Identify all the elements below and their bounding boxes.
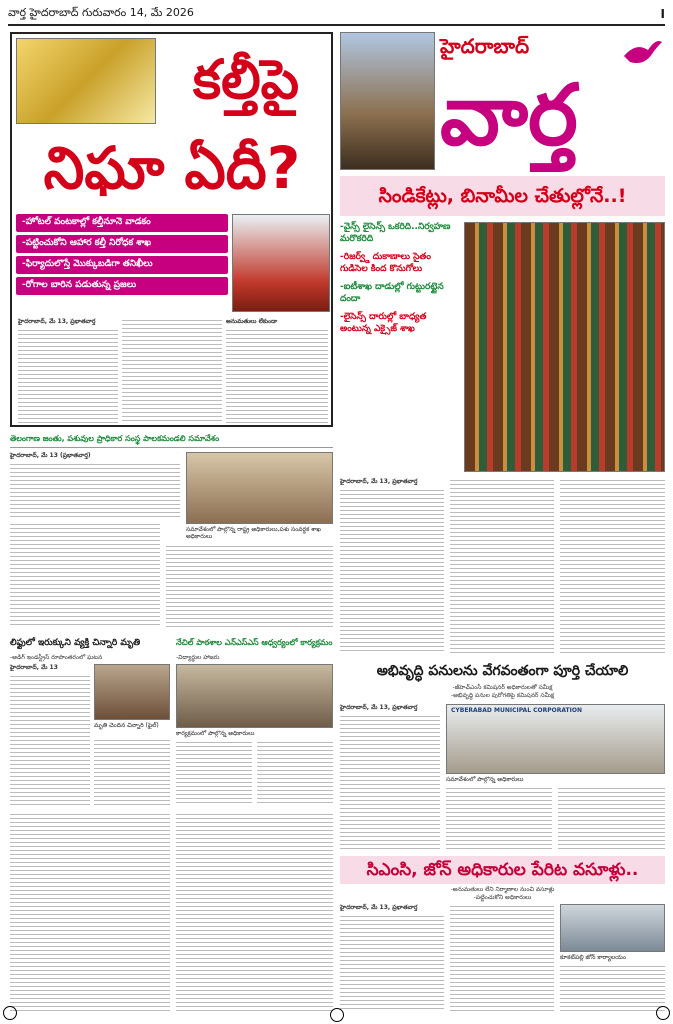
jantu-dateline: హైదరాబాద్, మే 13 (ప్రభాతవార్త) (10, 452, 91, 459)
development-story (340, 660, 665, 850)
lift-body-col2 (94, 738, 170, 806)
development-subhead1: -జీహెచ్ఎంసీ కమిషనర్ అధికారులతో సమీక్ష (452, 684, 553, 691)
masthead (340, 32, 665, 170)
lead-bullets (16, 214, 228, 312)
development-subhead2: -అభివృద్ధి పనుల పురోగతిపై కమిషనర్ సమీక్ష (450, 692, 555, 699)
development-body-col3 (558, 786, 665, 850)
development-photo (446, 704, 665, 774)
ngt-photo (176, 664, 333, 728)
lead-headline-line1: కల్తీపై (192, 48, 300, 111)
jantu-body-col1 (10, 522, 160, 628)
lift-story (10, 638, 170, 806)
jantu-body-col2 (166, 544, 333, 628)
dove-icon (622, 36, 664, 68)
charminar-photo (340, 32, 435, 170)
lead-bullet: -రోగాల బారిన పడుతున్న ప్రజలు (16, 277, 228, 295)
lead-subhead: అనుమతులు లేకుండా (226, 318, 278, 325)
jantu-photo-caption: సమావేశంలో పాల్గొన్న రాష్ట్ర అధికారులు,పశు సంవర్ధక శాఖ అధికారులు (186, 526, 321, 540)
development-body-col2 (446, 786, 552, 850)
ngt-photo-caption: కార్యక్రమంలో పాల్గొన్న అధికారులు (176, 730, 255, 737)
syndicate-body-col1 (340, 488, 444, 654)
lead-body-col1 (18, 328, 118, 424)
ngt-headline: నేచిల్ పాఠశాల ఎన్ఎస్ఎస్‌ ఆధ్వర్యంలో కార్యక్రమం (176, 638, 333, 647)
syndicate-headline: సిండికేట్లు, బినామీల చేతుల్లోనే..! (340, 176, 665, 216)
masthead-title: వార్త (440, 66, 578, 164)
jantu-story (10, 434, 333, 630)
page-marker: I (660, 7, 665, 21)
lift-photo (94, 664, 170, 720)
lift-headline: లిఫ్టులో ఇరుక్కుని వ్యక్తి చిన్నారి మృతి (10, 638, 141, 648)
zone-subhead2: -పట్టించుకోని అధికారులు (473, 894, 532, 901)
zone-story (340, 856, 665, 1012)
syndicate-bullet: -రిజర్వ్డ్ దుకాణాలు సైతం గుడిసెల కింద కొనుగోలు (340, 252, 431, 274)
lead-headline-line2: నిఘా ఏదీ? (43, 134, 301, 202)
lead-bullet: -పట్టించుకోని ఆహార కల్తీ నిరోధక శాఖ (16, 235, 228, 253)
lead-body-col3 (226, 328, 328, 424)
development-photo-caption: సమావేశంలో పాల్గొన్న అధికారులు (446, 776, 524, 783)
lift-subhead: -అడిగ్ ఇండస్ట్రీస్ రూపాంతరంలో ఘటన (10, 654, 103, 661)
crop-mark (656, 1006, 670, 1020)
oil-bottles-photo (16, 38, 156, 124)
syndicate-bullets (340, 222, 460, 472)
development-dateline: హైదరాబాద్, మే 13, ప్రభాతవార్త (340, 704, 418, 711)
ngt-story (176, 638, 333, 806)
zone-body-col2 (450, 904, 554, 1012)
page-header (8, 4, 665, 26)
syndicate-bullet: -ఐటీశాఖ దాడుల్లో గుట్టురట్టైన దందా (340, 282, 444, 304)
development-body-col1 (340, 714, 440, 850)
ngt-subhead: -విద్యార్థుల హాజరు (176, 654, 220, 661)
lead-body-col2 (122, 318, 222, 424)
syndicate-body-col2 (450, 478, 554, 654)
zone-subhead1: -అనుమతులు లేని నిర్మాణాల నుంచి వసూళ్లు (450, 886, 555, 893)
jantu-headline: తెలంగాణ జంతు, పశువుల ప్రాధికార సంస్థ పాలకమండలి సమావేశం (10, 434, 333, 448)
crop-mark (3, 1006, 17, 1020)
syndicate-dateline: హైదరాబాద్, మే 13, ప్రభాతవార్త (340, 478, 418, 485)
bottom-left-body-col2 (176, 812, 333, 1012)
lift-dateline: హైదరాబాద్, మే 13 (10, 664, 58, 671)
lead-story (10, 32, 333, 427)
masthead-city: హైదరాబాద్ (440, 34, 530, 58)
food-inspection-illustration (232, 214, 330, 312)
zone-headline: సిఎంసి, జోన్ అధికారుల పేరిట వసూళ్లు.. (340, 856, 665, 884)
zone-body-col3 (560, 964, 665, 1012)
zone-dateline: హైదరాబాద్, మే 13, ప్రభాతవార్త (340, 904, 418, 911)
lead-dateline: హైదరాబాద్, మే 13, ప్రభాతవార్త (18, 318, 96, 325)
bottom-left-body-col1 (10, 812, 170, 1012)
liquor-shop-photo (464, 222, 665, 472)
lead-bullet: -ఫిర్యాదులొస్తే మొక్కుబడిగా తనిఖీలు (16, 256, 228, 274)
lift-body (10, 674, 90, 806)
lift-photo-caption: మృతి చెందిన చిన్నారి (ఫైల్) (94, 722, 159, 729)
jantu-meeting-photo (186, 452, 333, 524)
zone-photo (560, 904, 665, 952)
jantu-body-top (10, 462, 180, 518)
ngt-body-col1 (176, 740, 252, 806)
syndicate-bullet: -లైసెన్స్ దారుల్లో బాధ్యత అంటున్న ఎక్సైజ్ శాఖ (340, 312, 427, 334)
lead-bullet: -హోటల్ వంటకాల్లో కల్తీనూనె వాడకం (16, 214, 228, 232)
crop-mark (330, 1008, 344, 1022)
zone-photo-caption: కూకట్‌పల్లి జోన్ కార్యాలయం (560, 954, 626, 961)
syndicate-story (340, 176, 665, 654)
ngt-body-col2 (257, 740, 333, 806)
development-photo-sign: CYBERABAD MUNICIPAL CORPORATION (451, 707, 582, 714)
zone-body-col1 (340, 914, 444, 1012)
syndicate-body-col3 (560, 478, 665, 654)
development-headline: అభివృద్ధి పనులను వేగవంతంగా పూర్తి చేయాలి (376, 663, 629, 679)
syndicate-bullet: -వైన్స్ లైసెన్స్ ఒకరిది..నిర్వహణ మరొకరిది (340, 222, 451, 244)
header-left: వార్త హైదరాబాద్ గురువారం 14, మే 2026 (8, 6, 194, 19)
